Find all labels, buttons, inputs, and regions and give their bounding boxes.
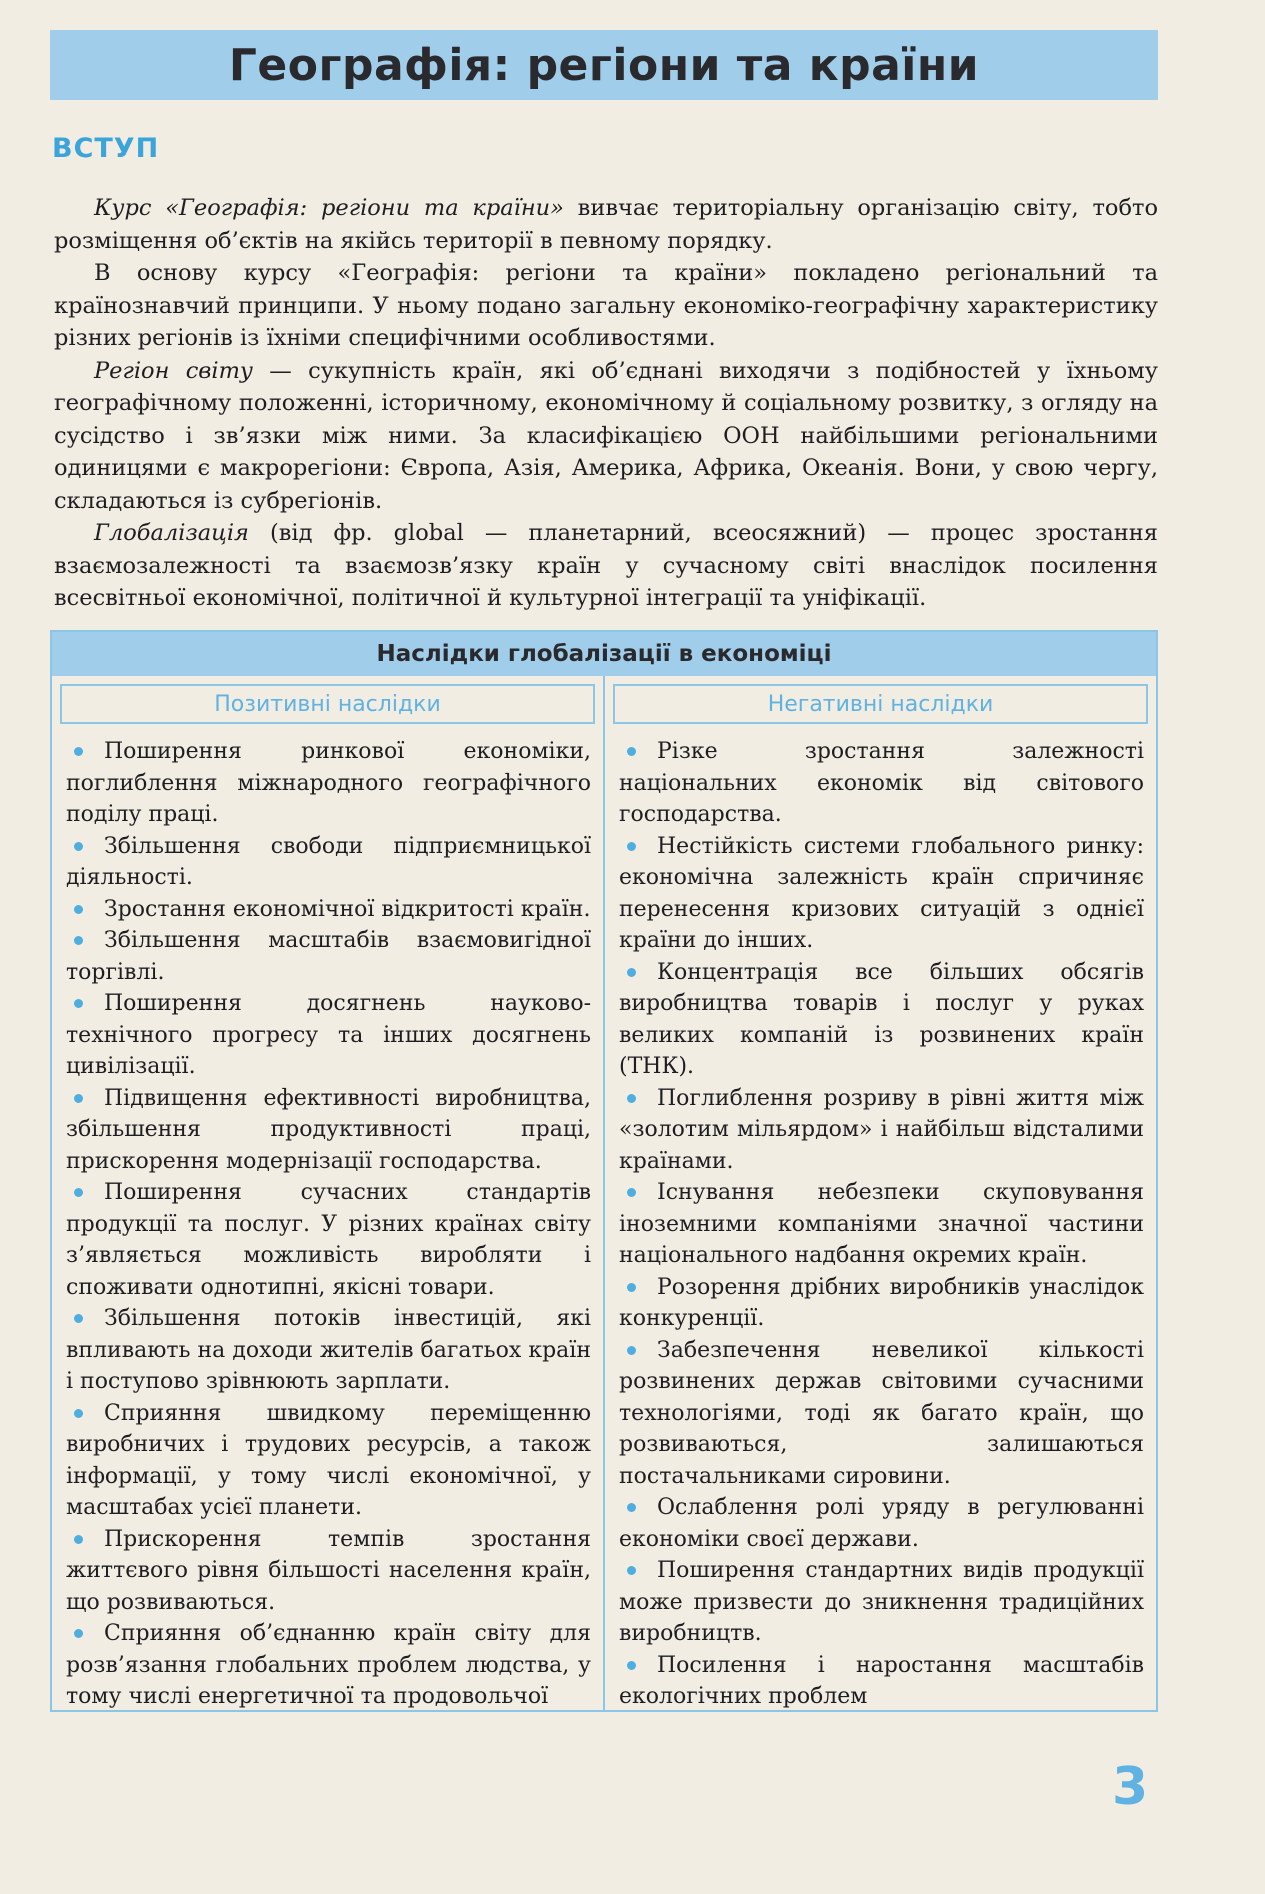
- list-item-text: Поширення сучасних стандартів продукції та послуг. У різних країнах світу з’являється можливість виробляти і споживати однотипні, якісні товари.: [66, 1180, 591, 1300]
- list-item-text: Нестійкість системи глобального ринку: економічна залежність країн спричиняє перенесення кризових ситуацій з однієї країни до інших.: [619, 833, 1144, 953]
- list-item: [619, 957, 1144, 1083]
- list-item: [66, 925, 591, 988]
- intro-paragraph: Глобалізація (від фр. global — планетарний, всеосяжний) — процес зростання взаємозалежності та взаємозв’язку країн у сучасному світі внаслідок посилення всесвітньої економічної, політичної й культурної інтеграції та уніфікації.: [54, 520, 1158, 611]
- title-banner: [50, 30, 1158, 100]
- list-item: [66, 1303, 591, 1398]
- list-item: [66, 736, 591, 831]
- bullet-icon: [627, 1661, 636, 1670]
- list-item-text: Посилення і наростання масштабів екологічних проблем: [619, 1652, 1144, 1709]
- bullet-icon: [74, 842, 83, 851]
- list-item-text: Різке зростання залежності національних економік від світового господарства.: [619, 739, 1144, 827]
- negative-list: [605, 724, 1156, 1713]
- list-item-text: Поширення стандартних видів продукції може призвести до зникнення традиційних виробництв.: [619, 1558, 1144, 1646]
- bullet-icon: [74, 747, 83, 756]
- list-item-text: Поширення досягнень науково-технічного прогресу та інших досягнень цивілізації.: [66, 991, 591, 1079]
- list-item-text: Підвищення ефективності виробництва, збільшення продуктивності праці, прискорення модернізації господарства.: [66, 1085, 591, 1174]
- consequences-table: [50, 630, 1158, 1712]
- list-item-text: Сприяння швидкому переміщенню виробничих і трудових ресурсів, а також інформації, у тому числі економічної, у масштабах усієї планети.: [66, 1400, 591, 1520]
- bullet-icon: [627, 842, 636, 851]
- list-item-text: Зростання економічної відкритості країн.: [104, 896, 591, 922]
- list-item: [619, 736, 1144, 831]
- bullet-icon: [74, 1314, 83, 1323]
- bullet-icon: [74, 1094, 83, 1103]
- list-item-text: Поглиблення розриву в рівні життя між «золотим мільярдом» і найбільш відсталими країнами.: [619, 1085, 1144, 1174]
- list-item-text: Сприяння об’єднанню країн світу для розв’язання глобальних проблем людства, у тому числі енергетичної та продовольчої: [66, 1621, 591, 1709]
- intro-term: Курс «Географія: регіони та країни»: [94, 195, 564, 221]
- bullet-icon: [74, 905, 83, 914]
- bullet-icon: [627, 1188, 636, 1197]
- list-item: [66, 831, 591, 894]
- positive-list: [52, 724, 603, 1713]
- list-item: [619, 1083, 1144, 1178]
- bullet-icon: [74, 1409, 83, 1418]
- list-item: [619, 1177, 1144, 1272]
- bullet-icon: [627, 1566, 636, 1575]
- bullet-icon: [74, 1629, 83, 1638]
- intro-term: Глобалізація: [94, 520, 249, 546]
- list-item: [619, 1272, 1144, 1335]
- list-item-text: Прискорення темпів зростання життєвого рівня більшості населення країн, що розвиваються.: [66, 1526, 591, 1615]
- list-item: [66, 1524, 591, 1619]
- page-number: 3: [1112, 1757, 1149, 1817]
- bullet-icon: [627, 1094, 636, 1103]
- list-item: [66, 1398, 591, 1524]
- table-title: Наслідки глобалізації в економіці: [52, 632, 1156, 676]
- bullet-icon: [74, 1188, 83, 1197]
- list-item: [619, 1555, 1144, 1650]
- intro-paragraph: Курс «Географія: регіони та країни» вивчає територіальну організацію світу, тобто розміщення об’єктів на якійсь території в певному порядку.: [54, 195, 1158, 254]
- list-item-text: Розорення дрібних виробників унаслідок конкуренції.: [619, 1274, 1144, 1331]
- list-item-text: Поширення ринкової економіки, поглиблення міжнародного географічного поділу праці.: [66, 739, 591, 827]
- list-item: [619, 1492, 1144, 1555]
- bullet-icon: [74, 1535, 83, 1544]
- section-label: ВСТУП: [52, 133, 160, 164]
- list-item: [66, 894, 591, 926]
- bullet-icon: [627, 968, 636, 977]
- list-item-text: Збільшення свободи підприємницької діяльності.: [66, 833, 591, 890]
- list-item: [619, 831, 1144, 957]
- bullet-icon: [627, 1283, 636, 1292]
- list-item-text: Збільшення потоків інвестицій, які впливають на доходи жителів багатьох країн і поступово зрівнюють зарплати.: [66, 1306, 591, 1394]
- intro-term: Регіон світу: [94, 357, 253, 384]
- positive-column: [52, 676, 605, 1710]
- intro-text: [54, 192, 1158, 615]
- page-title: Географія: регіони та країни: [228, 39, 980, 91]
- bullet-icon: [74, 999, 83, 1008]
- positive-header: Позитивні наслідки: [60, 684, 595, 724]
- list-item-text: Збільшення масштабів взаємовигідної торгівлі.: [66, 928, 591, 985]
- list-item-text: Існування небезпеки скуповування іноземними компаніями значної частини національного надбання окремих країн.: [619, 1180, 1144, 1268]
- list-item: [66, 1083, 591, 1178]
- negative-column: [605, 676, 1156, 1710]
- list-item: [66, 1618, 591, 1713]
- intro-paragraph: В основу курсу «Географія: регіони та країни» покладено регіональний та країнознавчий принципи. У ньому подано загальну економіко-географічну характеристику різних регіонів із їхніми специфічними особливостями.: [54, 260, 1158, 351]
- negative-header: Негативні наслідки: [613, 684, 1148, 724]
- list-item: [66, 1177, 591, 1303]
- bullet-icon: [627, 1503, 636, 1512]
- list-item-text: Ослаблення ролі уряду в регулюванні економіки своєї держави.: [619, 1495, 1144, 1552]
- list-item-text: Забезпечення невеликої кількості розвинених держав світовими сучасними технологіями, тоді як багато країн, що розвиваються, залишаються постачальниками сировини.: [619, 1337, 1144, 1489]
- bullet-icon: [627, 747, 636, 756]
- bullet-icon: [74, 936, 83, 945]
- list-item: [66, 988, 591, 1083]
- list-item-text: Концентрація все більших обсягів виробництва товарів і послуг у руках великих компаній із розвинених країн (ТНК).: [619, 959, 1144, 1079]
- bullet-icon: [627, 1346, 636, 1355]
- list-item: [619, 1335, 1144, 1493]
- intro-paragraph: Регіон світу — сукупність країн, які об’єднані виходячи з подібностей у їхньому географічному положенні, історичному, економічному й соціальному розвитку, з огляду на сусідство і зв’язки між ними. За класифікацією ООН найбільшими регіональними одиницями є макрорегіони: Європа, Азія, Америка, Африка, Океанія. Вони, у свою чергу, складаються із субрегіонів.: [54, 357, 1158, 514]
- list-item: [619, 1650, 1144, 1713]
